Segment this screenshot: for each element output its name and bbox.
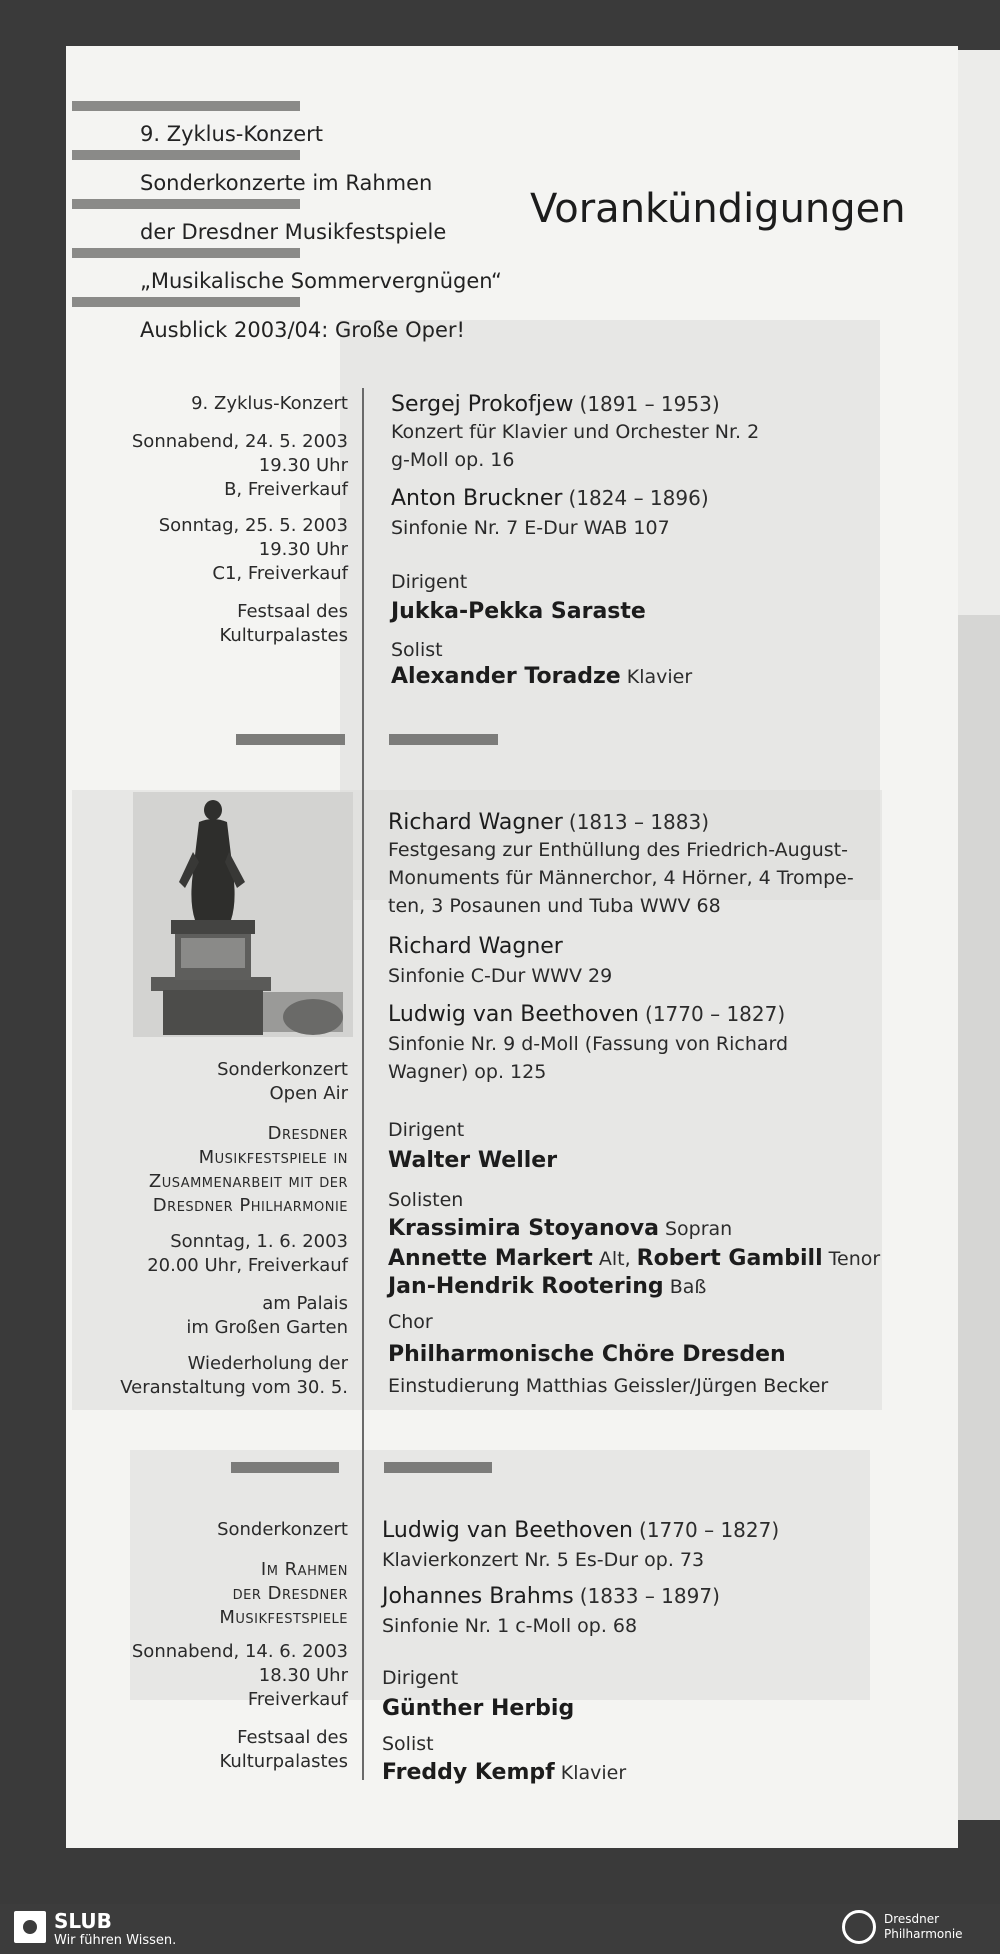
section-separator (236, 734, 345, 745)
concert1-venue2: Kulturpalastes (219, 625, 348, 646)
concert3-context2: der Dresdner (232, 1583, 348, 1604)
concert2-repeat1: Wiederholung der (187, 1353, 348, 1374)
monument-photo (133, 792, 353, 1037)
concert1-ticket1: B, Freiverkauf (224, 479, 348, 500)
soloist-line (388, 1274, 706, 1300)
work-title: Sinfonie Nr. 7 E-Dur WAB 107 (391, 517, 670, 539)
concert1-work2-line (391, 486, 709, 512)
concert1-series: 9. Zyklus-Konzert (191, 393, 348, 414)
concert3-work1-line (382, 1518, 779, 1544)
header-bar (72, 199, 300, 209)
soloist-voice: Alt, (598, 1248, 631, 1270)
composer-name: Richard Wagner (388, 810, 563, 835)
composer-dates: (1770 – 1827) (639, 1518, 780, 1542)
conductor-name: Walter Weller (388, 1148, 558, 1173)
composer-name: Ludwig van Beethoven (382, 1518, 633, 1543)
composer-name: Sergej Prokofjew (391, 392, 574, 417)
soloist-name: Jan-Hendrik Rootering (388, 1274, 664, 1299)
soloist-label: Solist (382, 1733, 434, 1755)
soloist-line (391, 664, 692, 690)
composer-dates: (1770 – 1827) (645, 1002, 786, 1026)
concert1-date2: Sonntag, 25. 5. 2003 (158, 515, 348, 536)
concert2-org2: Musikfestspiele in (198, 1147, 348, 1168)
soloist-line (382, 1760, 626, 1786)
soloist-voice: Baß (669, 1276, 707, 1298)
concert2-repeat2: Veranstaltung vom 30. 5. (120, 1377, 348, 1398)
choir-name: Philharmonische Chöre Dresden (388, 1342, 786, 1367)
concert2-time: 20.00 Uhr, Freiverkauf (147, 1255, 348, 1276)
concert2-work3-line (388, 1002, 785, 1028)
header-line: Sonderkonzerte im Rahmen (140, 171, 433, 195)
concert1-ticket2: C1, Freiverkauf (212, 563, 348, 584)
composer-dates: (1833 – 1897) (579, 1584, 720, 1608)
work-title: Wagner) op. 125 (388, 1061, 547, 1083)
concert2-date: Sonntag, 1. 6. 2003 (170, 1231, 348, 1252)
concert3-context3: Musikfestspiele (219, 1607, 348, 1628)
section-separator (384, 1462, 492, 1473)
slub-name[interactable]: SLUB (54, 1909, 112, 1933)
concert3-ticket: Freiverkauf (247, 1689, 348, 1710)
philharmonie-name[interactable] (884, 1912, 963, 1942)
rehearsal-credit: Einstudierung Matthias Geissler/Jürgen Becker (388, 1375, 829, 1397)
soloist-line (388, 1246, 880, 1272)
soloist-voice: Tenor (828, 1248, 881, 1270)
section-separator (389, 734, 498, 745)
philharmonie-name-line2: Philharmonie (884, 1927, 963, 1941)
work-title: Festgesang zur Enthüllung des Friedrich-August- (388, 839, 848, 861)
composer-dates: (1813 – 1883) (568, 810, 710, 834)
concert2-org3: Zusammenarbeit mit der (148, 1171, 348, 1192)
header-line: „Musikalische Sommervergnügen“ (140, 269, 502, 293)
concert3-date: Sonnabend, 14. 6. 2003 (131, 1641, 348, 1662)
page-title: Vorankündigungen (530, 186, 906, 232)
work-title: Klavierkonzert Nr. 5 Es-Dur op. 73 (382, 1549, 705, 1571)
concert1-time1: 19.30 Uhr (258, 455, 348, 476)
soloist-line (388, 1216, 732, 1242)
philharmonie-logo-icon[interactable] (842, 1910, 876, 1944)
concert3-type: Sonderkonzert (217, 1519, 348, 1540)
soloist-instrument: Klavier (626, 666, 693, 688)
concert2-type: Sonderkonzert (217, 1059, 348, 1080)
composer-dates: (1824 – 1896) (568, 486, 709, 510)
header-line: Ausblick 2003/04: Große Oper! (140, 318, 465, 342)
work-title: Sinfonie C-Dur WWV 29 (388, 965, 613, 987)
concert1-venue1: Festsaal des (237, 601, 348, 622)
work-title: Konzert für Klavier und Orchester Nr. 2 (391, 421, 760, 443)
concert3-work2-line (382, 1584, 720, 1610)
work-title: Monuments für Männerchor, 4 Hörner, 4 Trompe- (388, 867, 854, 889)
concert2-work1-line (388, 810, 709, 836)
work-title: ten, 3 Posaunen und Tuba WWV 68 (388, 895, 721, 917)
soloist-name: Freddy Kempf (382, 1760, 555, 1785)
concert2-type2: Open Air (269, 1083, 348, 1104)
soloists-label: Solisten (388, 1189, 464, 1211)
soloist-name: Annette Markert (388, 1246, 593, 1271)
work-title: Sinfonie Nr. 9 d-Moll (Fassung von Richard (388, 1033, 789, 1055)
header-bar (72, 101, 300, 111)
conductor-label: Dirigent (388, 1119, 465, 1141)
conductor-name: Günther Herbig (382, 1696, 575, 1721)
concert3-time: 18.30 Uhr (258, 1665, 348, 1686)
section-separator (231, 1462, 339, 1473)
concert2-venue2: im Großen Garten (186, 1317, 348, 1338)
composer-dates: (1891 – 1953) (579, 392, 720, 416)
header-line: der Dresdner Musikfestspiele (140, 220, 447, 244)
soloist-instrument: Klavier (560, 1762, 627, 1784)
concert2-org4: Dresdner Philharmonie (152, 1195, 348, 1216)
composer-name: Richard Wagner (388, 934, 563, 959)
soloist-label: Solist (391, 639, 443, 661)
concert1-date1: Sonnabend, 24. 5. 2003 (131, 431, 348, 452)
header-line: 9. Zyklus-Konzert (140, 122, 324, 146)
concert2-venue1: am Palais (262, 1293, 348, 1314)
column-divider (362, 388, 364, 1780)
concert3-context1: Im Rahmen (260, 1559, 348, 1580)
conductor-name: Jukka-Pekka Saraste (391, 599, 646, 624)
header-bar (72, 297, 300, 307)
header-bar (72, 248, 300, 258)
soloist-name: Alexander Toradze (391, 664, 621, 689)
soloist-name: Krassimira Stoyanova (388, 1216, 659, 1241)
composer-name: Ludwig van Beethoven (388, 1002, 639, 1027)
soloist-voice: Sopran (664, 1218, 733, 1240)
conductor-label: Dirigent (382, 1667, 459, 1689)
work-title: Sinfonie Nr. 1 c-Moll op. 68 (382, 1615, 638, 1637)
header-bar (72, 150, 300, 160)
choir-label: Chor (388, 1311, 433, 1333)
composer-name: Johannes Brahms (382, 1584, 574, 1609)
concert2-org1: Dresdner (267, 1123, 348, 1144)
concert1-time2: 19.30 Uhr (258, 539, 348, 560)
next-page-shadow (955, 615, 1000, 1820)
concert1-work1-line (391, 392, 720, 418)
conductor-label: Dirigent (391, 571, 468, 593)
slub-logo-icon[interactable] (14, 1911, 46, 1943)
composer-name: Anton Bruckner (391, 486, 563, 511)
concert3-venue1: Festsaal des (237, 1727, 348, 1748)
work-title: g-Moll op. 16 (391, 449, 515, 471)
slub-tagline: Wir führen Wissen. (54, 1933, 177, 1948)
concert3-venue2: Kulturpalastes (219, 1751, 348, 1772)
philharmonie-name-line1: Dresdner (884, 1912, 940, 1926)
soloist-name: Robert Gambill (636, 1246, 823, 1271)
